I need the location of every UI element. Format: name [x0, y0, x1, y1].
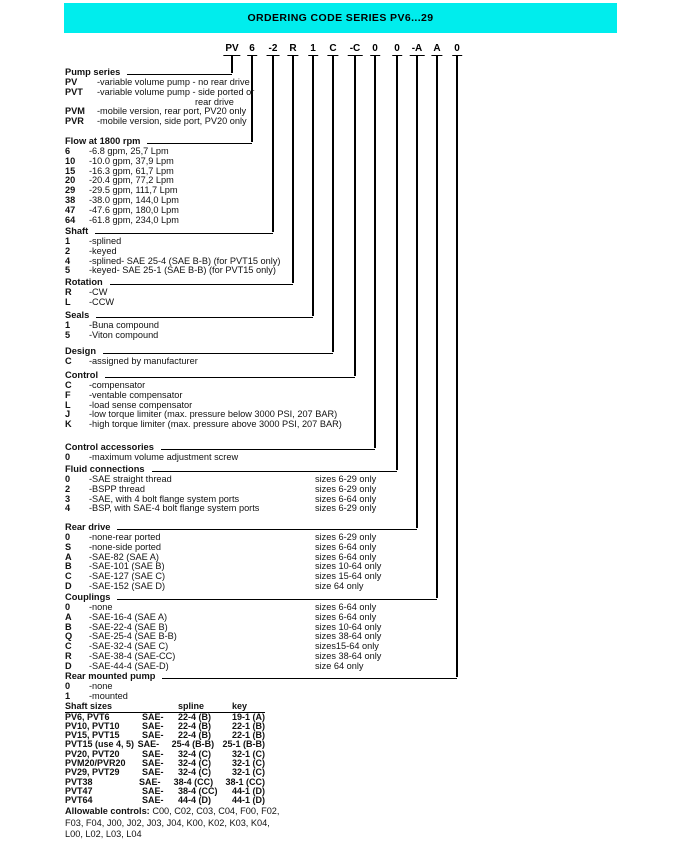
connector-vline	[251, 56, 253, 142]
table-cell: 25-1 (B-B)	[222, 739, 265, 750]
option-code: PVT	[65, 86, 83, 97]
option-code: 1	[65, 690, 71, 701]
section	[65, 672, 457, 702]
shaft-sizes-table	[65, 702, 265, 805]
table-cell: PV20, PVT20	[65, 748, 120, 759]
table-cell: 32-4 (C)	[178, 767, 212, 778]
table-cell: SAE-	[142, 757, 164, 768]
section-title: Rear drive	[65, 522, 111, 533]
option-desc: -SAE-44-4 (SAE-D)	[89, 660, 169, 671]
connector-vline	[312, 56, 314, 316]
table-cell: SAE-	[142, 720, 164, 731]
section	[65, 443, 375, 463]
option-desc: -SAE, with 4 bolt flange system ports	[89, 493, 240, 504]
table-header-spline: spline	[178, 701, 205, 711]
option-size-note: sizes 10-64 only	[315, 561, 382, 572]
option-code: 47	[65, 204, 76, 215]
table-cell: 22-4 (B)	[178, 720, 212, 731]
option-size-note: sizes 6-29 only	[315, 532, 377, 542]
option-size-note: size 64 only	[315, 660, 364, 671]
table-header-key: key	[232, 701, 248, 711]
option-desc: -CW	[89, 287, 108, 297]
option-desc: -16.3 gpm, 61,7 Lpm	[89, 165, 174, 176]
code-segment: R	[289, 43, 297, 54]
option-size-note: sizes 6-64 only	[315, 551, 377, 562]
option-code: L	[65, 296, 71, 307]
section-connector-line	[152, 471, 397, 472]
section-title: Pump series	[65, 67, 121, 78]
option-desc: -SAE-101 (SAE B)	[89, 561, 165, 572]
option-code: F	[65, 389, 71, 400]
option-code: C	[65, 641, 72, 652]
option-desc: -none	[89, 681, 113, 691]
table-cell: SAE-	[139, 776, 161, 787]
option-code: PV	[65, 77, 78, 87]
allowable-controls-line	[65, 806, 405, 818]
option-desc: -SAE-152 (SAE D)	[89, 580, 166, 591]
option-size-note: sizes 6-29 only	[315, 483, 377, 494]
connector-vline	[456, 56, 458, 677]
option-code: 2	[65, 245, 71, 256]
option-desc: -BSP, with SAE-4 bolt flange system ports	[89, 503, 260, 514]
connector-vline	[332, 56, 334, 352]
section-connector-line	[117, 599, 437, 600]
section-title: Control	[65, 370, 99, 381]
section	[65, 67, 255, 127]
connector-vline	[416, 56, 418, 528]
code-segment: 6	[249, 43, 255, 54]
code-segment: A	[433, 43, 441, 54]
connector-vline	[436, 56, 438, 598]
section	[65, 371, 355, 430]
option-code: 2	[65, 483, 71, 494]
option-desc: -low torque limiter (max. pressure below 3000 PSI, 207 BAR)	[89, 409, 338, 420]
section	[65, 523, 417, 592]
option-code: D	[65, 580, 72, 591]
option-code: R	[65, 287, 72, 297]
option-desc: -20.4 gpm, 77,2 Lpm	[89, 175, 174, 186]
option-code: R	[65, 650, 72, 661]
table-cell: 32-4 (C)	[178, 757, 212, 768]
option-desc: -variable volume pump - side ported or	[97, 86, 255, 97]
table-cell: SAE-	[142, 767, 164, 778]
option-row	[65, 116, 247, 127]
option-desc: -10.0 gpm, 37,9 Lpm	[89, 155, 174, 166]
option-code: 1	[65, 236, 71, 246]
option-code: 29	[65, 185, 76, 196]
table-cell: SAE-	[142, 730, 164, 741]
option-desc: -splined- SAE 25-4 (SAE B-B) (for PVT15 only)	[89, 255, 281, 266]
option-code: L	[65, 399, 71, 410]
table-header-row	[65, 702, 265, 713]
option-desc: -29.5 gpm, 111,7 Lpm	[89, 185, 178, 196]
option-code: K	[65, 419, 72, 430]
section-connector-line	[127, 74, 232, 75]
option-desc: rear drive	[195, 96, 234, 107]
code-segment: 1	[310, 43, 316, 54]
option-desc: -compensator	[89, 380, 146, 390]
option-desc: -SAE-32-4 (SAE C)	[89, 641, 169, 652]
table-cell: PVT64	[65, 795, 93, 806]
option-desc: -38.0 gpm, 144,0 Lpm	[89, 194, 179, 205]
option-code: 0	[65, 532, 71, 542]
section-head	[65, 672, 457, 682]
section-title: Fluid connections	[65, 464, 145, 475]
option-row	[65, 265, 276, 276]
section-connector-line	[103, 353, 333, 354]
table-cell: 25-4 (B-B)	[171, 739, 215, 750]
table-cell: PV10, PVT10	[65, 720, 120, 731]
option-desc: -keyed	[89, 245, 117, 256]
connector-vline	[354, 56, 356, 376]
option-size-note: sizes15-64 only	[315, 641, 379, 652]
option-desc: -mobile version, side port, PV20 only	[97, 116, 247, 127]
section-title: Flow at 1800 rpm	[65, 136, 141, 147]
option-desc: -ventable compensator	[89, 389, 183, 400]
option-desc: -splined	[89, 236, 122, 246]
option-row	[65, 331, 313, 341]
option-code: Q	[65, 631, 73, 642]
option-code: 0	[65, 681, 71, 691]
section-title: Shaft	[65, 226, 89, 237]
option-row	[65, 420, 355, 430]
option-size-note: sizes 38-64 only	[315, 650, 382, 661]
table-cell: PVT38	[65, 776, 93, 787]
allowable-controls-text: C00, C02, C03, C04, F00, F02,	[152, 806, 280, 816]
section	[65, 347, 333, 367]
option-code: 15	[65, 165, 76, 176]
option-size-note: sizes 6-64 only	[315, 541, 377, 552]
table-cell: 22-1 (B)	[232, 730, 266, 741]
connector-vline	[272, 56, 274, 232]
allowable-controls-label: Allowable controls:	[65, 806, 150, 816]
table-cell: 22-1 (B)	[232, 720, 266, 731]
table-cell: 44-1 (D)	[232, 795, 266, 806]
option-row	[65, 662, 437, 672]
option-code: 3	[65, 493, 71, 504]
option-code: J	[65, 409, 71, 420]
table-cell: PVM20/PVR20	[65, 757, 126, 768]
option-code: 0	[65, 452, 71, 462]
table-cell: 44-1 (D)	[232, 785, 266, 796]
option-size-note: size 64 only	[315, 580, 364, 591]
section-title: Rotation	[65, 277, 103, 288]
code-segment: -A	[411, 43, 423, 54]
option-code: 38	[65, 194, 76, 205]
section	[65, 311, 313, 341]
option-desc: -SAE-16-4 (SAE A)	[89, 611, 168, 622]
table-cell: 44-4 (D)	[178, 795, 212, 806]
page-title: ORDERING CODE SERIES PV6...29	[247, 12, 434, 24]
option-code: 0	[65, 474, 71, 484]
option-desc: -none-rear ported	[89, 532, 161, 542]
option-code: 5	[65, 329, 71, 340]
code-segment: -C	[349, 43, 361, 54]
option-desc: -47.6 gpm, 180,0 Lpm	[89, 204, 179, 215]
table-cell: 38-4 (CC)	[178, 785, 218, 796]
table-cell: SAE-	[142, 711, 164, 722]
table-cell: 22-4 (B)	[178, 711, 212, 722]
option-code: 5	[65, 265, 71, 276]
table-cell: PVT47	[65, 785, 93, 796]
section-title: Seals	[65, 310, 90, 321]
code-segment: 0	[394, 43, 400, 54]
option-code: 4	[65, 503, 71, 514]
code-segment: -2	[268, 43, 278, 54]
table-cell: 38-4 (CC)	[173, 776, 214, 787]
option-size-note: sizes 6-29 only	[315, 474, 377, 484]
option-code: PVM	[65, 106, 85, 117]
section-title: Design	[65, 346, 96, 357]
option-row	[65, 504, 397, 514]
option-desc: -SAE-25-4 (SAE B-B)	[89, 631, 177, 642]
option-desc: -load sense compensator	[89, 399, 193, 410]
option-code: 0	[65, 602, 71, 612]
section-connector-line	[96, 317, 313, 318]
table-cell: SAE-	[142, 795, 164, 806]
section	[65, 226, 281, 276]
option-row	[65, 582, 417, 592]
section-connector-line	[161, 449, 375, 450]
option-desc: -assigned by manufacturer	[89, 356, 198, 366]
option-row	[65, 453, 375, 463]
table-cell: PV15, PVT15	[65, 730, 120, 741]
option-size-note: sizes 6-64 only	[315, 602, 377, 612]
table-cell: PVT15 (use 4, 5)	[65, 739, 135, 750]
section-title: Rear mounted pump	[65, 671, 156, 682]
option-row	[65, 216, 252, 226]
option-desc: -6.8 gpm, 25,7 Lpm	[89, 146, 169, 156]
table-header-shaft-sizes: Shaft sizes	[65, 701, 113, 711]
option-desc: -61.8 gpm, 234,0 Lpm	[89, 214, 179, 225]
option-row	[65, 298, 293, 308]
table-cell: 32-4 (C)	[178, 748, 212, 759]
option-row	[65, 357, 333, 367]
option-desc: -mobile version, rear port, PV20 only	[97, 106, 247, 117]
option-code: 4	[65, 255, 71, 266]
page-title-bar	[64, 3, 617, 33]
option-desc: -BSPP thread	[89, 483, 146, 494]
option-size-note: sizes 10-64 only	[315, 621, 382, 632]
option-code: 10	[65, 155, 76, 166]
option-code: 64	[65, 214, 76, 225]
option-code: A	[65, 551, 72, 562]
option-code: B	[65, 561, 72, 572]
section	[65, 465, 397, 514]
connector-vline	[292, 56, 294, 283]
code-segment: C	[329, 43, 337, 54]
option-desc: -none	[89, 602, 113, 612]
table-cell: SAE-	[142, 748, 164, 759]
option-desc: -maximum volume adjustment screw	[89, 452, 239, 462]
option-size-note: sizes 15-64 only	[315, 571, 382, 582]
table-cell: 19-1 (A)	[232, 711, 266, 722]
table-cell: 32-1 (C)	[232, 767, 266, 778]
connector-vline	[374, 56, 376, 448]
option-size-note: sizes 6-64 only	[315, 611, 377, 622]
option-desc: -high torque limiter (max. pressure above 3000 PSI, 207 BAR)	[89, 419, 342, 430]
option-code: A	[65, 611, 72, 622]
section-connector-line	[162, 678, 457, 679]
option-desc: -CCW	[89, 296, 115, 307]
option-code: PVR	[65, 116, 84, 127]
connector-vline	[396, 56, 398, 470]
allowable-controls-line: L00, L02, L03, L04	[65, 829, 142, 840]
allowable-controls	[65, 806, 405, 841]
option-desc: -SAE-38-4 (SAE-CC)	[89, 650, 176, 661]
table-cell: 32-1 (C)	[232, 748, 266, 759]
option-desc: -mounted	[89, 690, 128, 701]
option-size-note: sizes 6-29 only	[315, 503, 377, 514]
option-code: 20	[65, 175, 76, 186]
section	[65, 278, 293, 308]
section	[65, 137, 252, 225]
table-cell: 22-4 (B)	[178, 730, 212, 741]
option-code: B	[65, 621, 72, 632]
option-desc: -keyed- SAE 25-1 (SAE B-B) (for PVT15 only)	[89, 265, 276, 276]
option-code: S	[65, 541, 72, 552]
option-desc: -Viton compound	[89, 329, 159, 340]
option-row	[65, 692, 457, 702]
section-head	[65, 593, 437, 603]
option-desc: -SAE straight thread	[89, 474, 172, 484]
section-connector-line	[147, 143, 252, 144]
allowable-controls-line: F03, F04, J00, J02, J03, J04, K00, K02, K03, K04,	[65, 817, 270, 828]
table-cell: PV29, PVT29	[65, 767, 120, 778]
table-cell: PV6, PVT6	[65, 711, 110, 722]
table-row	[65, 796, 265, 805]
table-cell: SAE-	[137, 739, 160, 750]
table-cell: 38-1 (CC)	[225, 776, 265, 787]
option-desc: -variable volume pump - no rear drive	[97, 77, 250, 87]
option-desc: -none-side ported	[89, 541, 162, 552]
option-code: C	[65, 380, 72, 390]
option-code: 1	[65, 320, 71, 330]
code-segment: 0	[454, 43, 460, 54]
table-cell: SAE-	[142, 785, 164, 796]
section-title: Couplings	[65, 592, 111, 603]
code-segment: 0	[372, 43, 378, 54]
option-code: C	[65, 356, 72, 366]
section-connector-line	[95, 233, 273, 234]
option-code: D	[65, 660, 72, 671]
option-code: C	[65, 571, 72, 582]
option-code: 6	[65, 146, 71, 156]
section-connector-line	[110, 284, 293, 285]
option-size-note: sizes 6-64 only	[315, 493, 377, 504]
section-connector-line	[117, 529, 417, 530]
option-desc: -SAE-127 (SAE C)	[89, 571, 166, 582]
section-title: Control accessories	[65, 442, 154, 453]
option-desc: -SAE-82 (SAE A)	[89, 551, 159, 562]
section	[65, 593, 437, 672]
option-desc: -SAE-22-4 (SAE B)	[89, 621, 168, 632]
option-size-note: sizes 38-64 only	[315, 631, 382, 642]
option-desc: -Buna compound	[89, 320, 159, 330]
code-segment: PV	[225, 43, 239, 54]
table-cell: 32-1 (C)	[232, 757, 266, 768]
section-connector-line	[105, 377, 355, 378]
